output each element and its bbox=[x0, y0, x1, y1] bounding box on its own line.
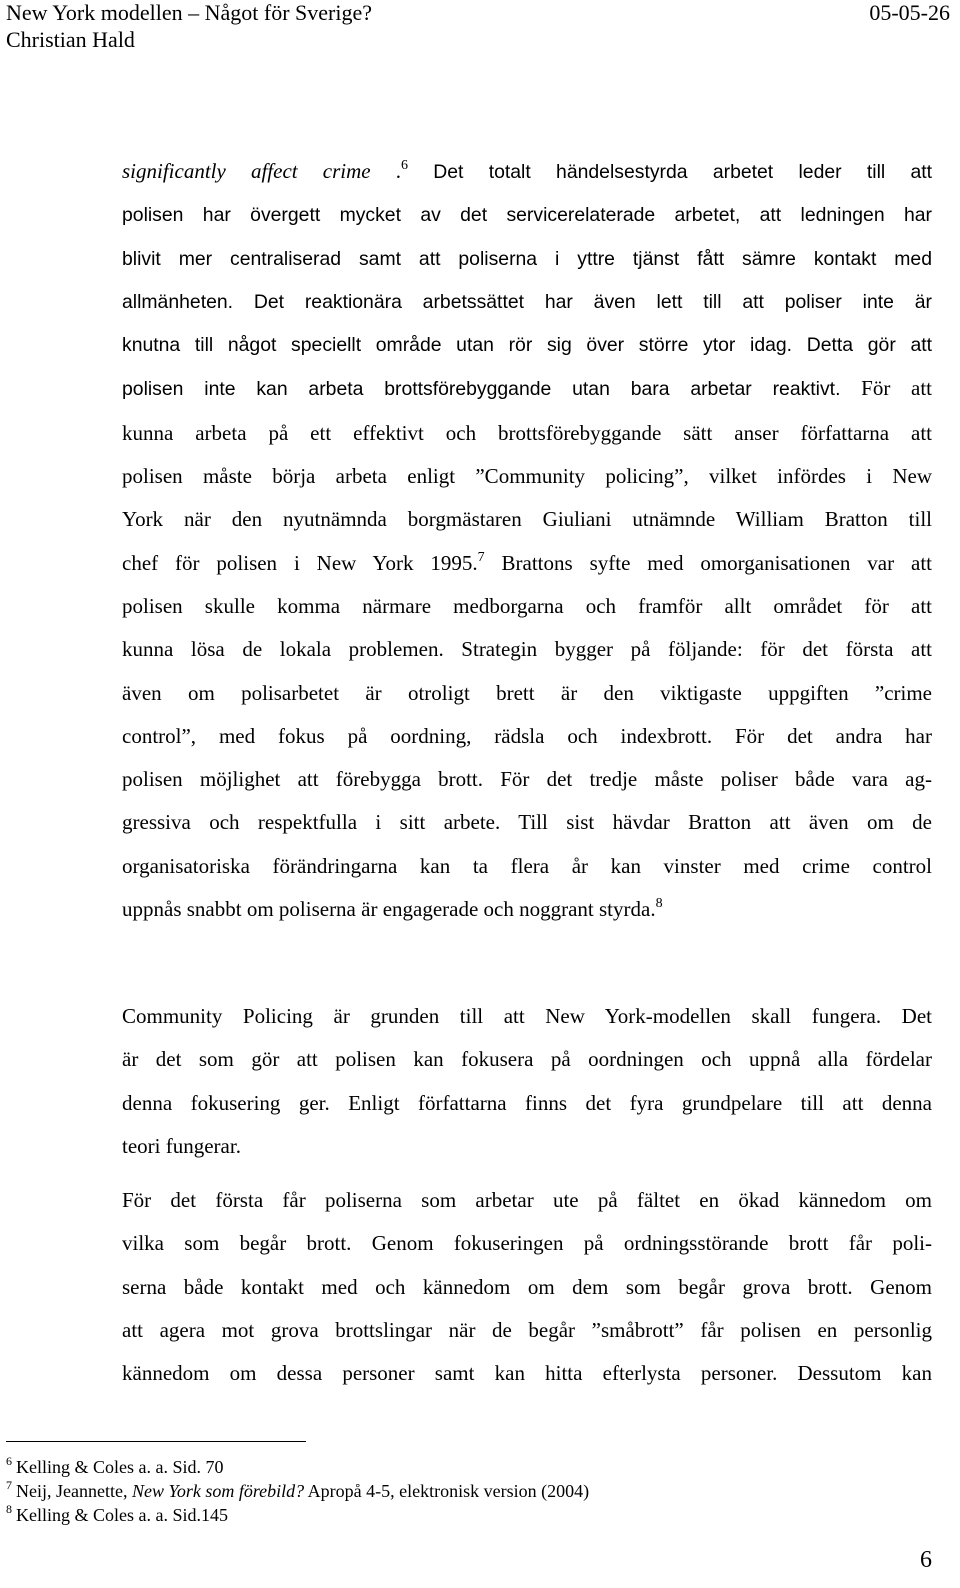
text-line: För det första får poliserna som arbetar ute på fältet en ökad kännedom om bbox=[122, 1188, 932, 1212]
text-line: denna fokusering ger. Enligt författarna finns det fyra grundpelare till att denna bbox=[122, 1090, 932, 1115]
text-line: kännedom om dessa personer samt kan hitta efterlysta personer. Dessutom kan bbox=[122, 1361, 932, 1386]
footnote-text: Neij, Jeannette, bbox=[16, 1481, 132, 1501]
text-line: kunna lösa de lokala problemen. Strategin bygger på följande: för det första att bbox=[122, 637, 932, 662]
footnote-7 bbox=[6, 1480, 906, 1502]
italic-quote: significantly affect crime bbox=[122, 159, 371, 183]
text-line bbox=[122, 367, 932, 411]
text-line: teori fungerar. bbox=[122, 1133, 241, 1158]
footnote-number: 8 bbox=[6, 1502, 12, 1516]
text-span: uppnås snabbt om poliserna är engagerade och noggrant styrda. bbox=[122, 897, 656, 922]
page-number: 6 bbox=[920, 1547, 932, 1573]
header-author: Christian Hald bbox=[6, 27, 135, 52]
text-line: även om polisarbetet är otroligt brett är den viktigaste uppgiften ”crime bbox=[122, 680, 932, 705]
footnote-title: New York som förebild? bbox=[131, 1481, 305, 1501]
footnote-ref-6: 6 bbox=[400, 158, 408, 173]
text-line: vilka som begår brott. Genom fokuseringen på ordningsstörande brott får poli- bbox=[122, 1231, 932, 1256]
header-title: New York modellen – Något för Sverige? bbox=[6, 0, 372, 25]
footnote-separator bbox=[6, 1441, 306, 1442]
text-line: polisen måste börja arbeta enligt ”Community policing”, vilket infördes i New bbox=[122, 464, 932, 489]
footnote-8 bbox=[6, 1504, 906, 1526]
paragraph-3 bbox=[122, 1179, 932, 1395]
footnote-ref-7: 7 bbox=[477, 549, 485, 565]
text-span: . bbox=[370, 159, 401, 183]
text-line: gressiva och respektfulla i sitt arbete. Till sist hävdar Bratton att även om de bbox=[122, 810, 932, 835]
footnote-number: 6 bbox=[6, 1454, 12, 1468]
text-line bbox=[122, 542, 932, 585]
header-date: 05-05-26 bbox=[869, 0, 950, 25]
footnote-6 bbox=[6, 1456, 906, 1478]
footnote-text: Kelling & Coles a. a. Sid. 70 bbox=[16, 1457, 224, 1477]
text-line: kunna arbeta på ett effektivt och brottsförebyggande sätt anser författarna att bbox=[122, 420, 932, 445]
text-span: Det totalt händelsestyrda arbetet leder till att bbox=[407, 161, 933, 183]
text-line: polisen möjlighet att förebygga brott. För det tredje måste poliser både vara ag- bbox=[122, 767, 932, 792]
text-line: är det som gör att polisen kan fokusera på oordningen och uppnå alla fördelar bbox=[122, 1047, 932, 1072]
text-line: serna både kontakt med och kännedom om dem som begår grova brott. Genom bbox=[122, 1274, 932, 1299]
footnote-ref-8: 8 bbox=[655, 896, 663, 912]
text-line: att agera mot grova brottslingar när de begår ”småbrott” får polisen en personlig bbox=[122, 1317, 932, 1342]
footnote-number: 7 bbox=[6, 1478, 12, 1492]
text-line: blivit mer centraliserad samt att poliserna i yttre tjänst fått sämre kontakt med bbox=[122, 247, 932, 270]
text-line: allmänheten. Det reaktionära arbetssättet har även lett till att poliser inte är bbox=[122, 290, 932, 313]
paragraph-2 bbox=[122, 995, 932, 1168]
text-line: control”, med fokus på oordning, rädsla och indexbrott. För det andra har bbox=[122, 723, 932, 748]
text-line: polisen har övergett mycket av det servicerelaterade arbetet, att ledningen har bbox=[122, 204, 932, 227]
footnote-text: Apropå 4-5, elektronisk version (2004) bbox=[304, 1481, 590, 1501]
text-line: polisen skulle komma närmare medborgarna och framför allt området för att bbox=[122, 593, 932, 618]
text-line: organisatoriska förändringarna kan ta flera år kan vinster med crime control bbox=[122, 853, 932, 878]
text-line bbox=[122, 888, 932, 931]
text-line: Community Policing är grunden till att New York-modellen skall fungera. Det bbox=[122, 1004, 932, 1028]
paragraph-1 bbox=[122, 150, 932, 931]
text-line bbox=[122, 150, 932, 194]
text-span: chef för polisen i New York 1995. bbox=[122, 550, 478, 575]
text-line: knutna till något speciellt område utan rör sig över större ytor idag. Detta gör att bbox=[122, 334, 932, 357]
footnote-text: Kelling & Coles a. a. Sid.145 bbox=[16, 1505, 228, 1525]
text-line: York när den nyutnämnda borgmästaren Giuliani utnämnde William Bratton till bbox=[122, 507, 932, 532]
text-span: Brattons syfte med omorganisationen var att bbox=[484, 550, 933, 575]
text-span: För att bbox=[840, 376, 932, 401]
text-span: polisen inte kan arbeta brottsförebyggande utan bara arbetar reaktivt. bbox=[122, 378, 841, 401]
